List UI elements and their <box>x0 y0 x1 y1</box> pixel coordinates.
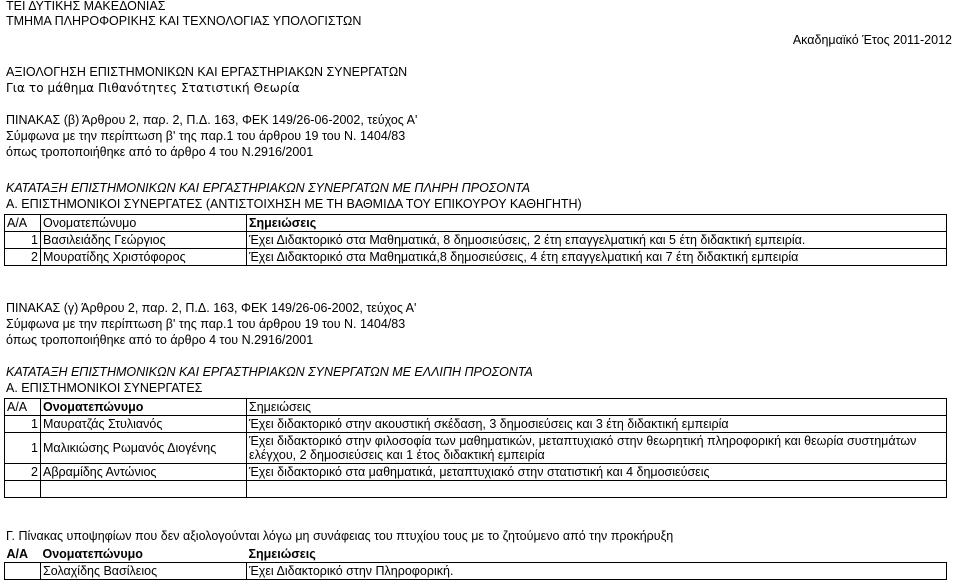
table-g-title: Γ. Πίνακας υποψηφίων που δεν αξιολογούνται λόγω μη συνάφειας του πτυχίου τους με το ζητούμενο από την προκήρυξη <box>6 529 674 543</box>
table-g <box>4 546 947 580</box>
column-header-name: Ονοματεπώνυμο <box>41 399 247 416</box>
row-name: Αβραμίδης Αντώνιος <box>41 464 247 481</box>
row-name: Βασιλειάδης Γεώργιος <box>41 232 247 249</box>
table-row <box>5 416 947 433</box>
institution-name: ΤΕΙ ΔΥΤΙΚΗΣ ΜΑΚΕΔΟΝΙΑΣ <box>6 0 166 13</box>
academic-year: Ακαδημαϊκό Έτος 2011-2012 <box>792 33 952 47</box>
row-notes: Έχει Διδακτορικό στην Πληροφορική. <box>247 563 947 580</box>
table-row <box>5 433 947 464</box>
table-b-ranking-title: ΚΑΤΑΤΑΞΗ ΕΠΙΣΤΗΜΟΝΙΚΩΝ ΚΑΙ ΕΡΓΑΣΤΗΡΙΑΚΩΝ ΣΥΝΕΡΓΑΤΩΝ ΜΕ ΠΛΗΡΗ ΠΡΟΣΟΝΤΑ <box>6 181 531 195</box>
table-b-case: Σύμφωνα με την περίπτωση β' της παρ.1 του άρθρου 19 του Ν. 1404/83 <box>6 129 406 143</box>
row-aa: 1 <box>5 232 41 249</box>
row-notes: Έχει Διδακτορικό στα Μαθηματικά, 8 δημοσιεύσεις, 2 έτη επαγγελματική και 5 έτη διδακτική εμπειρία. <box>247 232 947 249</box>
table-c-subtitle: Α. ΕΠΙΣΤΗΜΟΝΙΚΟΙ ΣΥΝΕΡΓΑΤΕΣ <box>6 381 203 395</box>
column-header-notes: Σημειώσεις <box>247 215 947 232</box>
row-name: Μουρατίδης Χριστόφορος <box>41 249 247 266</box>
row-aa: 2 <box>5 249 41 266</box>
table-row <box>5 464 947 481</box>
table-header-row <box>5 546 947 563</box>
table-b-amendment: όπως τροποποιήθηκε από το άρθρο 4 του Ν.2916/2001 <box>6 145 314 159</box>
table-b-subtitle: Α. ΕΠΙΣΤΗΜΟΝΙΚΟΙ ΣΥΝΕΡΓΑΤΕΣ (ΑΝΤΙΣΤΟΙΧΗΣΗ ΜΕ ΤΗ ΒΑΘΜΙΔΑ ΤΟΥ ΕΠΙΚΟΥΡΟΥ ΚΑΘΗΓΗΤΗ) <box>6 197 582 211</box>
table-row <box>5 249 947 266</box>
row-notes: Έχει διδακτορικό στην ακουστική σκέδαση, 3 δημοσιεύσεις και 3 έτη διδακτική εμπειρία <box>247 416 947 433</box>
table-c-amendment: όπως τροποποιήθηκε από το άρθρο 4 του Ν.2916/2001 <box>6 333 314 347</box>
department-name: ΤΜΗΜΑ ΠΛΗΡΟΦΟΡΙΚΗΣ ΚΑΙ ΤΕΧΝΟΛΟΓΙΑΣ ΥΠΟΛΟΓΙΣΤΩΝ <box>6 14 362 28</box>
row-name: Μαυρατζάς Στυλιανός <box>41 416 247 433</box>
table-row-empty <box>5 481 947 498</box>
column-header-notes: Σημειώσεις <box>247 399 947 416</box>
evaluation-title: ΑΞΙΟΛΟΓΗΣΗ ΕΠΙΣΤΗΜΟΝΙΚΩΝ ΚΑΙ ΕΡΓΑΣΤΗΡΙΑΚΩΝ ΣΥΝΕΡΓΑΤΩΝ <box>6 65 408 79</box>
table-row <box>5 563 947 580</box>
row-notes: Έχει Διδακτορικό στα Μαθηματικά,8 δημοσιεύσεις, 4 έτη επαγγελματική και 7 έτη διδακτική εμπειρία <box>247 249 947 266</box>
row-aa <box>5 563 41 580</box>
column-header-aa: Α/Α <box>5 215 41 232</box>
empty-cell <box>247 481 947 498</box>
row-name: Μαλικιώσης Ρωμανός Διογένης <box>41 433 247 464</box>
column-header-name: Ονοματεπώνυμο <box>41 215 247 232</box>
course-name: Για το μάθημα Πιθανότητες Στατιστική Θεωρία <box>6 81 300 95</box>
row-notes: Έχει διδακτορικό στην φιλοσοφία των μαθηματικών, μεταπτυχιακό στην θεωρητική πληροφορική και θεωρία συστημάτων ελέγχου, 2 δημοσιεύσεις και 1 έτος διδακτική εμπειρία <box>247 433 947 464</box>
table-b <box>4 214 947 266</box>
table-c-ranking-title: ΚΑΤΑΤΑΞΗ ΕΠΙΣΤΗΜΟΝΙΚΩΝ ΚΑΙ ΕΡΓΑΣΤΗΡΙΑΚΩΝ ΣΥΝΕΡΓΑΤΩΝ ΜΕ ΕΛΛΙΠΗ ΠΡΟΣΟΝΤΑ <box>6 365 533 379</box>
table-header-row <box>5 399 947 416</box>
column-header-aa: Α/Α <box>5 399 41 416</box>
row-aa: 2 <box>5 464 41 481</box>
row-aa: 1 <box>5 416 41 433</box>
empty-cell <box>41 481 247 498</box>
empty-cell <box>5 481 41 498</box>
row-name: Σολαχίδης Βασίλειος <box>41 563 247 580</box>
table-b-reference: ΠΙΝΑΚΑΣ (β) Άρθρου 2, παρ. 2, Π.Δ. 163, ΦΕΚ 149/26-06-2002, τεύχος Α' <box>6 113 418 127</box>
table-c <box>4 398 947 498</box>
column-header-name: Ονοματεπώνυμο <box>42 546 143 561</box>
column-header-notes: Σημειώσεις <box>248 546 316 561</box>
row-aa: 1 <box>5 433 41 464</box>
table-c-reference: ΠΙΝΑΚΑΣ (γ) Άρθρου 2, παρ. 2, Π.Δ. 163, ΦΕΚ 149/26-06-2002, τεύχος Α' <box>6 301 417 315</box>
table-c-case: Σύμφωνα με την περίπτωση β' της παρ.1 του άρθρου 19 του Ν. 1404/83 <box>6 317 406 331</box>
table-header-row <box>5 215 947 232</box>
row-notes: Έχει διδακτορικό στα μαθηματικά, μεταπτυχιακό στην στατιστική και 4 δημοσιεύσεις <box>247 464 947 481</box>
table-row <box>5 232 947 249</box>
column-header-aa: Α/Α <box>6 546 29 561</box>
